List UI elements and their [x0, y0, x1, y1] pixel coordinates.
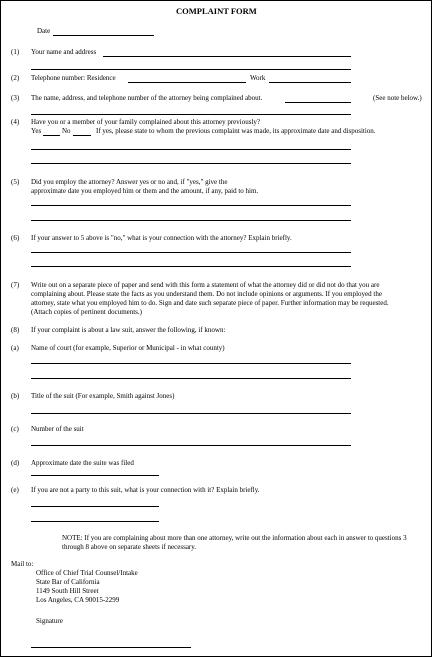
qb-answer-line[interactable]	[31, 413, 351, 414]
q4-no-label: No	[62, 127, 71, 135]
q3-answer-line[interactable]	[285, 102, 351, 103]
q4-yes-label: Yes	[31, 127, 42, 135]
qe-answer-line[interactable]	[31, 521, 159, 522]
q3-note-ref: (See note below.)	[373, 94, 422, 102]
q6-answer-line[interactable]	[31, 252, 351, 253]
q3-answer-line[interactable]	[31, 114, 351, 115]
q5-number: (5)	[11, 178, 20, 186]
q3-label: The name, address, and telephone number of the attorney being complained about.	[31, 94, 263, 102]
qb-label: Title of the suit (For example, Smith against Jones)	[31, 392, 175, 400]
qa-answer-line[interactable]	[31, 378, 351, 379]
q8-label: If your complaint is about a law suit, answer the following, if known:	[31, 326, 226, 334]
q6-label: If your answer to 5 above is "no," what is your connection with the attorney? Explain briefly.	[31, 234, 292, 242]
mail-address-line: 1149 South Hill Street	[36, 587, 99, 595]
qe-number: (e)	[11, 486, 19, 494]
q7-text-line: attorney, state what you employed him to do. Sign and date such separate piece of paper. Further information may be requested.	[31, 299, 389, 307]
note-line: through 8 above on separate sheets if necessary.	[62, 543, 197, 551]
work-phone-field[interactable]	[269, 82, 351, 83]
note-line: NOTE: If you are complaining about more than one attorney, write out the information about each in answer to questions 3	[62, 534, 407, 542]
q1-answer-line[interactable]	[103, 56, 351, 57]
qe-answer-line[interactable]	[31, 506, 159, 507]
q2-work-label: Work	[250, 74, 266, 82]
q6-number: (6)	[11, 234, 20, 242]
q4-answer-line[interactable]	[31, 163, 351, 164]
q7-text-line: (Attach copies of pertinent documents.)	[31, 308, 142, 316]
qe-label: If you are not a party to this suit, what is your connection with it? Explain briefly.	[31, 486, 260, 494]
qc-label: Number of the suit	[31, 425, 84, 433]
q5-label: Did you employ the attorney? Answer yes or no and, if "yes," give the	[31, 178, 228, 186]
q3-number: (3)	[11, 94, 20, 102]
date-field[interactable]	[53, 35, 154, 36]
qa-label: Name of court (for example, Superior or Municipal - in what county)	[31, 344, 225, 352]
q5-answer-line[interactable]	[31, 220, 351, 221]
signature-label: Signature	[36, 617, 63, 625]
q7-text-line: Write out on a separate piece of paper and send with this form a statement of what the attorney did or did not do that you are	[31, 281, 380, 289]
q4-no-field[interactable]	[73, 135, 91, 136]
q5-label-2: approximate date you employed him or them and the amount, if any, paid to him.	[31, 187, 259, 195]
qc-answer-line[interactable]	[31, 445, 351, 446]
mail-address-line: Office of Chief Trial Counsel/Intake	[36, 569, 138, 577]
qc-number: (c)	[11, 425, 19, 433]
qa-number: (a)	[11, 344, 19, 352]
signature-line[interactable]	[31, 647, 191, 648]
mail-to-label: Mail to:	[11, 560, 34, 568]
q4-yes-field[interactable]	[43, 135, 60, 136]
q1-answer-line[interactable]	[31, 69, 351, 70]
q7-number: (7)	[11, 281, 20, 289]
qd-label: Approximate date the suite was filed	[31, 459, 134, 467]
q8-number: (8)	[11, 326, 20, 334]
qd-number: (d)	[11, 459, 20, 467]
q4-number: (4)	[11, 118, 20, 126]
q6-answer-line[interactable]	[31, 266, 351, 267]
q4-followup-label: If yes, please state to whom the previous complaint was made, its approximate date and disposition.	[96, 127, 376, 135]
q7-text-line: complaining about. Please state the facts as you understand them. Do not include opinions or arguments. If you employed the	[31, 290, 382, 298]
mail-address-line: State Bar of California	[36, 578, 100, 586]
q4-label: Have you or a member of your family complained about this attorney previously?	[31, 118, 260, 126]
residence-phone-field[interactable]	[128, 82, 246, 83]
q1-label: Your name and address	[31, 48, 97, 56]
qa-answer-line[interactable]	[31, 363, 351, 364]
q2-number: (2)	[11, 74, 20, 82]
q1-number: (1)	[11, 48, 20, 56]
q5-answer-line[interactable]	[31, 205, 351, 206]
q4-answer-line[interactable]	[31, 149, 351, 150]
q2-residence-label: Telephone number: Residence	[31, 74, 116, 82]
mail-address-line: Los Angeles, CA 90015-2299	[36, 596, 120, 604]
qb-number: (b)	[11, 392, 20, 400]
date-label: Date	[37, 27, 51, 35]
qd-answer-line[interactable]	[31, 475, 159, 476]
form-title: COMPLAINT FORM	[176, 6, 257, 16]
